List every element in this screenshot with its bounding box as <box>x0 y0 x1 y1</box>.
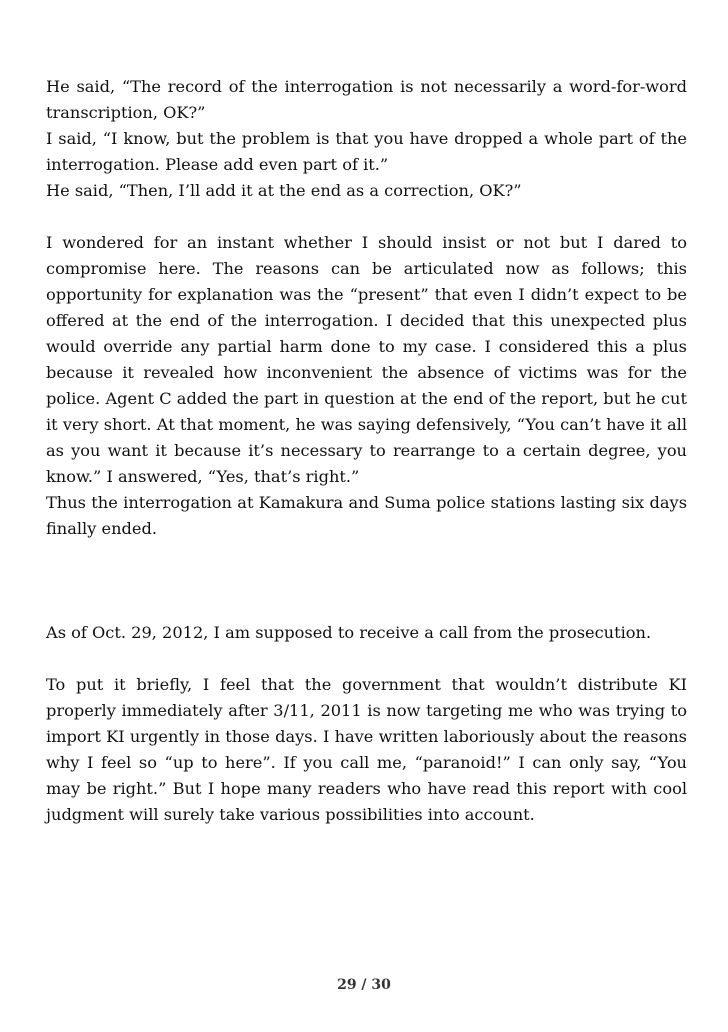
paragraph-dialogue <box>46 74 687 204</box>
paragraph-date <box>46 620 687 646</box>
text-line: To put it briefly, I feel that the government that wouldn’t distribute KI properly immediately after 3/11, 2011 is now targeting me who was trying to import KI urgently in those days. I have written laboriously about the reasons why I feel so “up to here”. If you call me, “paranoid!” I can only say, “You may be right.” But I hope many readers who have read this report with cool judgment will surely take various possibilities into account. <box>46 675 687 824</box>
text-line: I said, “I know, but the problem is that you have dropped a whole part of the interrogation. Please add even part of it.” <box>46 129 687 174</box>
text-line: I wondered for an instant whether I should insist or not but I dared to compromise here. The reasons can be articulated now as follows; this opportunity for explanation was the “present” that even I didn’t expect to be offered at the end of the interrogation. I decided that this unexpected plus would override any partial harm done to my case. I considered this a plus because it revealed how inconvenient the absence of victims was for the police. Agent C added the part in question at the end of the report, but he cut it very short. At that moment, he was saying defensively, “You can’t have it all as you want it because it’s necessary to rearrange to a certain degree, you know.” I answered, “Yes, that’s right.” <box>46 233 687 486</box>
paragraph-conclusion <box>46 672 687 828</box>
page-number: 29 / 30 <box>337 977 391 993</box>
text-line: As of Oct. 29, 2012, I am supposed to receive a call from the prosecution. <box>46 623 652 642</box>
text-line: Thus the interrogation at Kamakura and Suma police stations lasting six days finally ended. <box>46 493 687 538</box>
text-line: He said, “The record of the interrogation is not necessarily a word-for-word transcription, OK?” <box>46 77 687 122</box>
text-line: He said, “Then, I’ll add it at the end as a correction, OK?” <box>46 181 522 200</box>
paragraph-compromise <box>46 230 687 542</box>
